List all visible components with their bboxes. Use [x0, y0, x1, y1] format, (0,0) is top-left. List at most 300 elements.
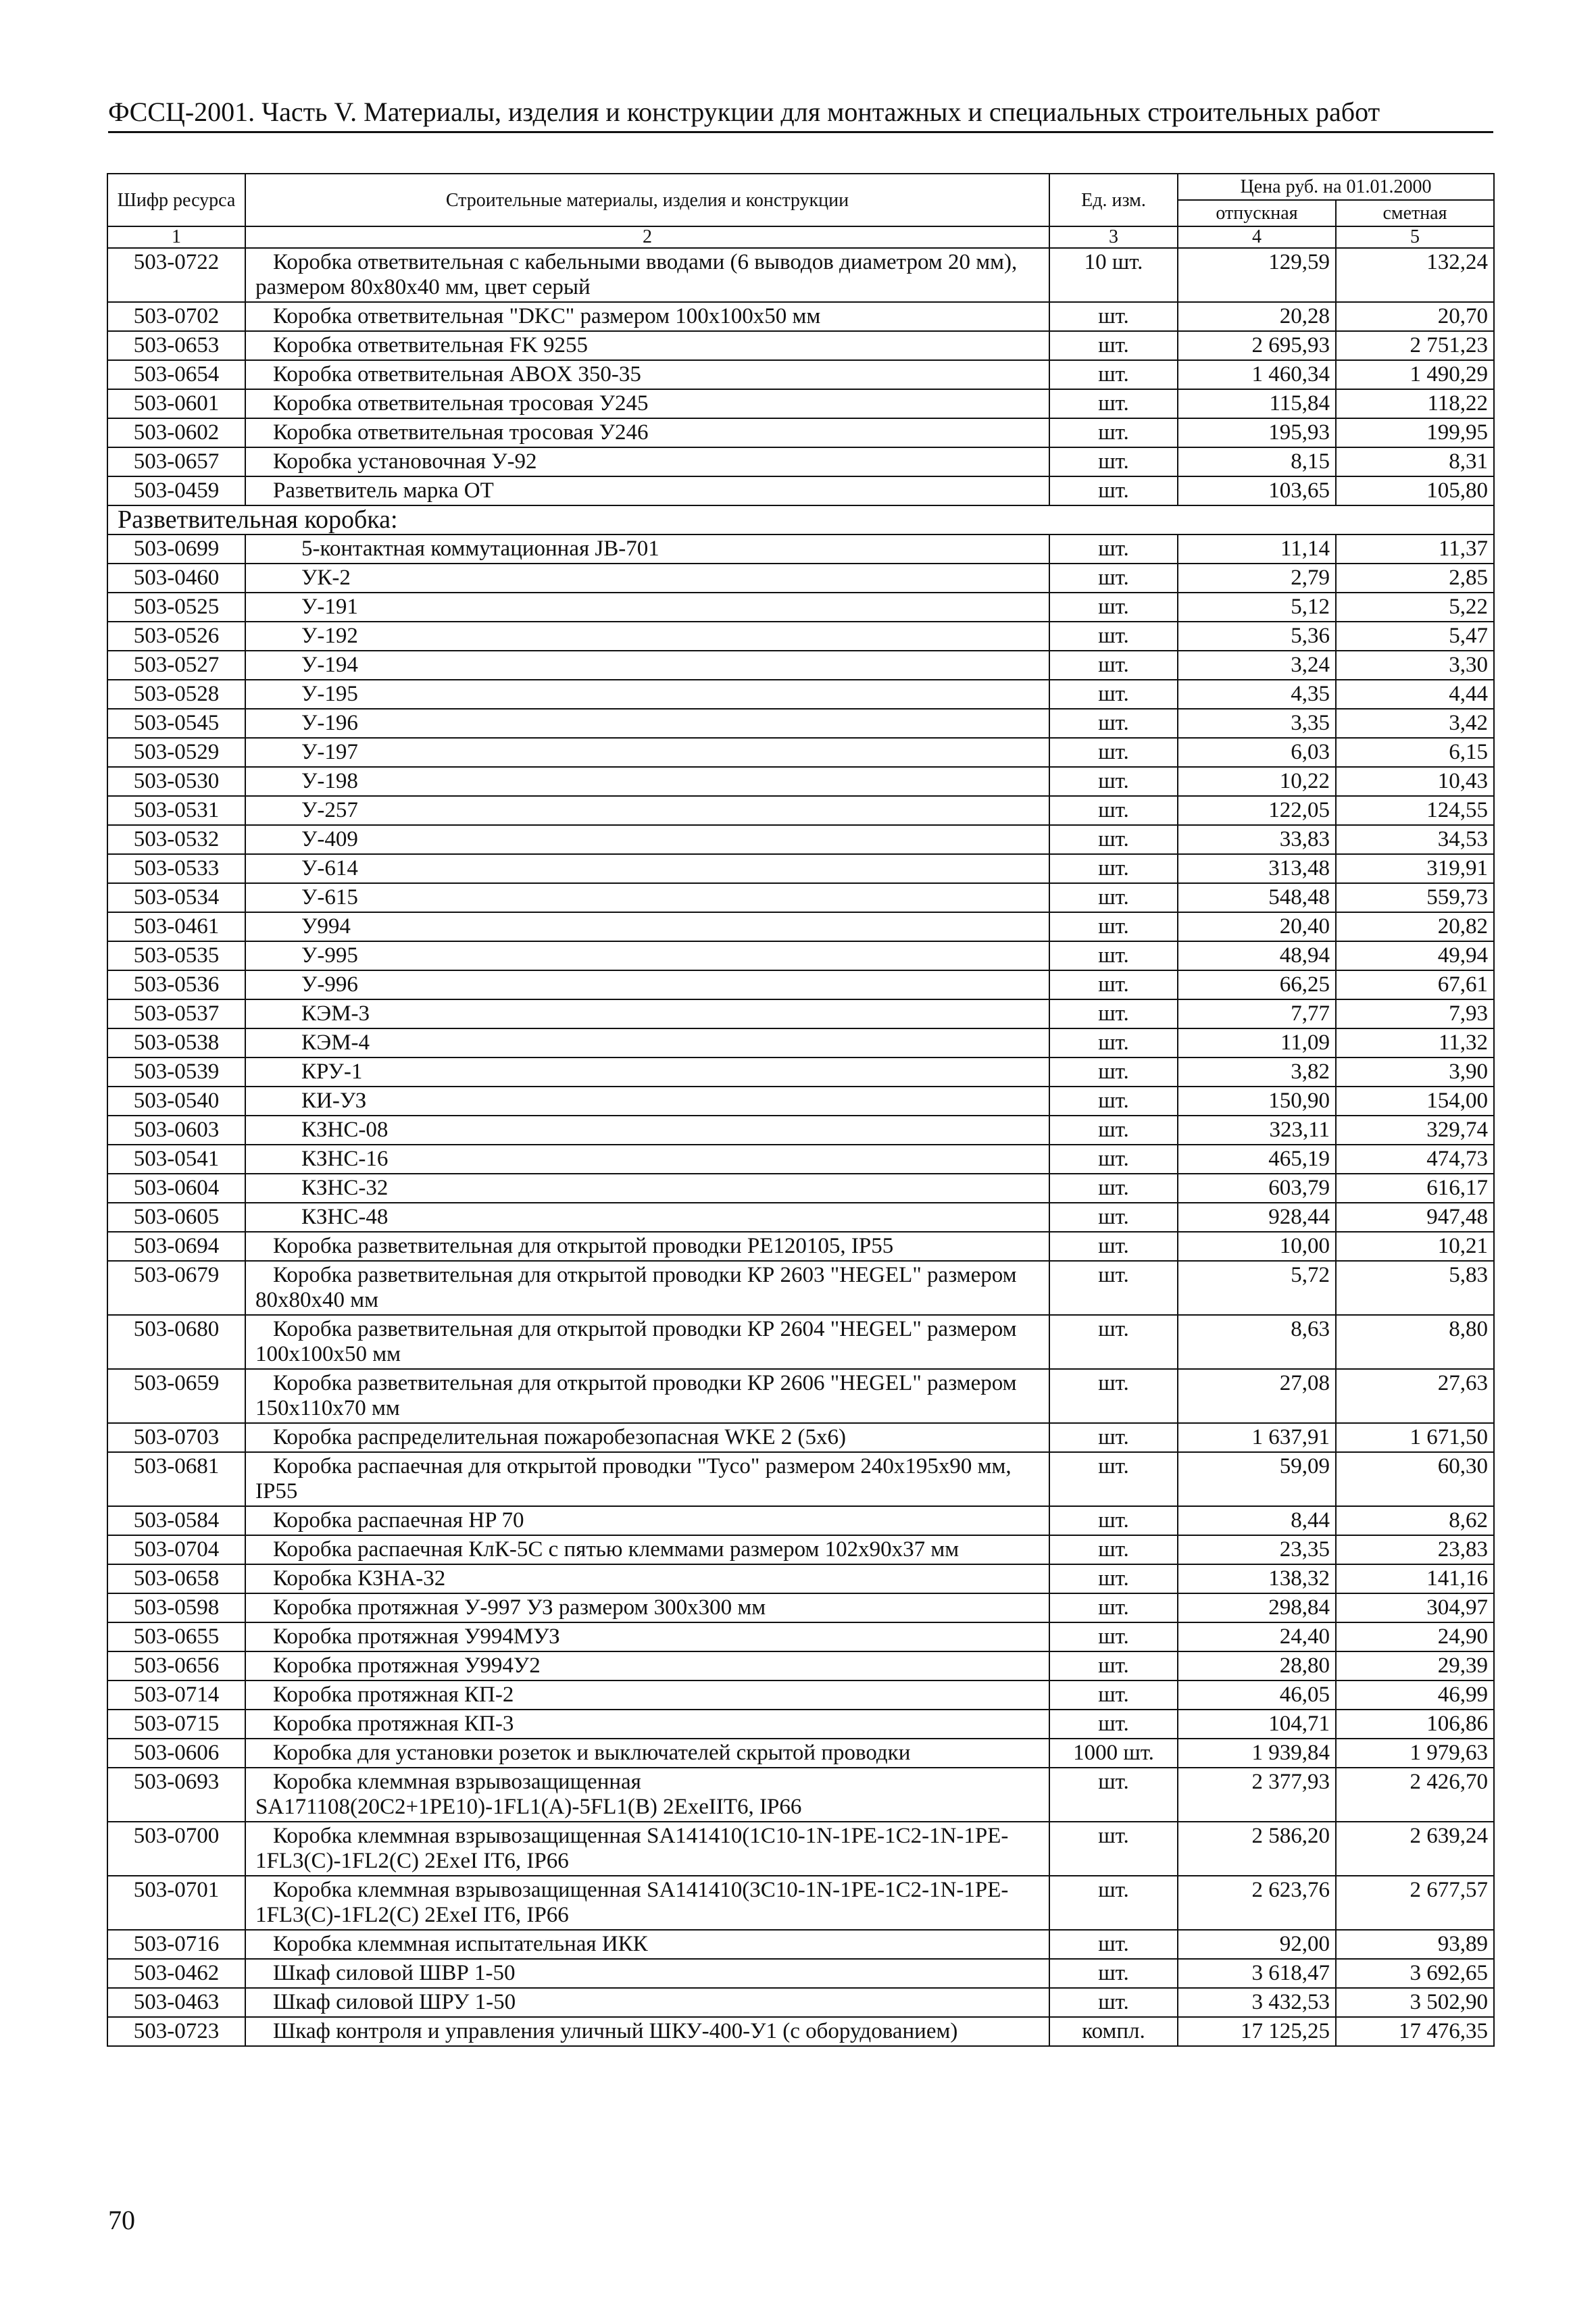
unit: шт. [1049, 912, 1178, 941]
release-price: 23,35 [1178, 1535, 1336, 1564]
release-price: 195,93 [1178, 418, 1336, 447]
release-price: 20,40 [1178, 912, 1336, 941]
unit: шт. [1049, 360, 1178, 389]
table-row [107, 2017, 1494, 2046]
estimate-price: 29,39 [1336, 1651, 1494, 1681]
resource-code: 503-0529 [107, 738, 245, 767]
table-row [107, 1564, 1494, 1593]
table-row [107, 1145, 1494, 1174]
table-row [107, 941, 1494, 970]
item-name: КЭМ-3 [245, 999, 1049, 1028]
resource-code: 503-0533 [107, 854, 245, 883]
unit: шт. [1049, 999, 1178, 1028]
table-row [107, 1768, 1494, 1822]
release-price: 3,35 [1178, 709, 1336, 738]
resource-code: 503-0463 [107, 1988, 245, 2017]
table-row [107, 1930, 1494, 1959]
unit: шт. [1049, 1681, 1178, 1710]
table-row [107, 999, 1494, 1028]
item-name: У-196 [245, 709, 1049, 738]
col-index: 4 [1178, 226, 1336, 248]
item-name: Коробка для установки розеток и выключателей скрытой проводки [245, 1739, 1049, 1768]
estimate-price: 141,16 [1336, 1564, 1494, 1593]
item-name: Коробка ответвительная с кабельными вводами (6 выводов диаметром 20 мм), размером 80x80x40 мм, цвет серый [245, 248, 1049, 302]
group-row [107, 505, 1494, 534]
release-price: 5,72 [1178, 1261, 1336, 1315]
release-price: 8,15 [1178, 447, 1336, 476]
release-price: 4,35 [1178, 680, 1336, 709]
table-row [107, 825, 1494, 854]
estimate-price: 2 426,70 [1336, 1768, 1494, 1822]
unit: 1000 шт. [1049, 1739, 1178, 1768]
release-price: 603,79 [1178, 1174, 1336, 1203]
item-name: Коробка клеммная взрывозащищенная SA171108(20C2+1PE10)-1FL1(A)-5FL1(B) 2ExeIIT6, IP66 [245, 1768, 1049, 1822]
estimate-price: 93,89 [1336, 1930, 1494, 1959]
resource-code: 503-0704 [107, 1535, 245, 1564]
estimate-price: 3,90 [1336, 1057, 1494, 1087]
resource-code: 503-0462 [107, 1959, 245, 1988]
item-name: Шкаф силовой ШВР 1-50 [245, 1959, 1049, 1988]
release-price: 3,82 [1178, 1057, 1336, 1087]
estimate-price: 7,93 [1336, 999, 1494, 1028]
resource-code: 503-0540 [107, 1087, 245, 1116]
unit: шт. [1049, 1145, 1178, 1174]
table-row [107, 1988, 1494, 2017]
estimate-price: 124,55 [1336, 796, 1494, 825]
item-name: У-614 [245, 854, 1049, 883]
unit: шт. [1049, 1593, 1178, 1622]
estimate-price: 34,53 [1336, 825, 1494, 854]
resource-code: 503-0656 [107, 1651, 245, 1681]
table-row [107, 709, 1494, 738]
unit: шт. [1049, 1564, 1178, 1593]
resource-code: 503-0584 [107, 1506, 245, 1535]
release-price: 465,19 [1178, 1145, 1336, 1174]
unit: шт. [1049, 447, 1178, 476]
group-title: Разветвительная коробка: [107, 505, 1494, 534]
resource-code: 503-0541 [107, 1145, 245, 1174]
item-name: Шкаф силовой ШРУ 1-50 [245, 1988, 1049, 2017]
release-price: 548,48 [1178, 883, 1336, 912]
table-row [107, 389, 1494, 418]
release-price: 2,79 [1178, 564, 1336, 593]
unit: шт. [1049, 883, 1178, 912]
release-price: 6,03 [1178, 738, 1336, 767]
resource-code: 503-0526 [107, 622, 245, 651]
item-name: Коробка распределительная пожаробезопасная WKE 2 (5x6) [245, 1423, 1049, 1452]
estimate-price: 67,61 [1336, 970, 1494, 999]
unit: шт. [1049, 1028, 1178, 1057]
estimate-price: 304,97 [1336, 1593, 1494, 1622]
item-name: У-195 [245, 680, 1049, 709]
resource-code: 503-0604 [107, 1174, 245, 1203]
item-name: КРУ-1 [245, 1057, 1049, 1087]
release-price: 11,09 [1178, 1028, 1336, 1057]
resource-code: 503-0531 [107, 796, 245, 825]
item-name: У-996 [245, 970, 1049, 999]
table-row [107, 1651, 1494, 1681]
table-row [107, 854, 1494, 883]
item-name: Коробка КЗНА-32 [245, 1564, 1049, 1593]
table-row [107, 1535, 1494, 1564]
resource-code: 503-0461 [107, 912, 245, 941]
resource-code: 503-0601 [107, 389, 245, 418]
item-name: Коробка распаечная КлК-5С с пятью клеммами размером 102x90x37 мм [245, 1535, 1049, 1564]
resource-code: 503-0703 [107, 1423, 245, 1452]
unit: шт. [1049, 418, 1178, 447]
resource-code: 503-0606 [107, 1739, 245, 1768]
item-name: Коробка разветвительная для открытой проводки КР 2604 "HEGEL" размером 100x100x50 мм [245, 1315, 1049, 1369]
resource-code: 503-0714 [107, 1681, 245, 1710]
unit: шт. [1049, 1116, 1178, 1145]
item-name: У-191 [245, 593, 1049, 622]
table-row [107, 651, 1494, 680]
unit: шт. [1049, 1232, 1178, 1261]
unit: шт. [1049, 1959, 1178, 1988]
item-name: У-198 [245, 767, 1049, 796]
unit: шт. [1049, 1876, 1178, 1930]
unit: шт. [1049, 1315, 1178, 1369]
resource-code: 503-0459 [107, 476, 245, 505]
price-table [107, 173, 1495, 2047]
item-name: Коробка ответвительная тросовая У246 [245, 418, 1049, 447]
resource-code: 503-0603 [107, 1116, 245, 1145]
release-price: 5,36 [1178, 622, 1336, 651]
item-name: Шкаф контроля и управления уличный ШКУ-400-У1 (с оборудованием) [245, 2017, 1049, 2046]
unit: шт. [1049, 1174, 1178, 1203]
estimate-price: 49,94 [1336, 941, 1494, 970]
table-row [107, 1876, 1494, 1930]
unit: шт. [1049, 1203, 1178, 1232]
resource-code: 503-0527 [107, 651, 245, 680]
estimate-price: 11,32 [1336, 1028, 1494, 1057]
release-price: 33,83 [1178, 825, 1336, 854]
table-row [107, 1232, 1494, 1261]
table-row [107, 1959, 1494, 1988]
resource-code: 503-0681 [107, 1452, 245, 1506]
resource-code: 503-0699 [107, 534, 245, 564]
table-body-a [107, 248, 1494, 505]
estimate-price: 5,83 [1336, 1261, 1494, 1315]
item-name: КЭМ-4 [245, 1028, 1049, 1057]
resource-code: 503-0722 [107, 248, 245, 302]
estimate-price: 5,47 [1336, 622, 1494, 651]
col-index: 2 [245, 226, 1049, 248]
release-price: 115,84 [1178, 389, 1336, 418]
release-price: 150,90 [1178, 1087, 1336, 1116]
unit: шт. [1049, 534, 1178, 564]
release-price: 8,44 [1178, 1506, 1336, 1535]
estimate-price: 329,74 [1336, 1116, 1494, 1145]
unit: шт. [1049, 796, 1178, 825]
resource-code: 503-0525 [107, 593, 245, 622]
resource-code: 503-0715 [107, 1710, 245, 1739]
release-price: 103,65 [1178, 476, 1336, 505]
release-price: 48,94 [1178, 941, 1336, 970]
table-row [107, 1087, 1494, 1116]
header-unit: Ед. изм. [1049, 174, 1178, 226]
table-row [107, 622, 1494, 651]
item-name: Коробка распаечная HP 70 [245, 1506, 1049, 1535]
item-name: КЗНС-32 [245, 1174, 1049, 1203]
estimate-price: 17 476,35 [1336, 2017, 1494, 2046]
table-row [107, 564, 1494, 593]
release-price: 10,22 [1178, 767, 1336, 796]
estimate-price: 23,83 [1336, 1535, 1494, 1564]
unit: шт. [1049, 1710, 1178, 1739]
estimate-price: 199,95 [1336, 418, 1494, 447]
release-price: 313,48 [1178, 854, 1336, 883]
unit: шт. [1049, 1369, 1178, 1423]
unit: шт. [1049, 564, 1178, 593]
estimate-price: 46,99 [1336, 1681, 1494, 1710]
resource-code: 503-0658 [107, 1564, 245, 1593]
item-name: Коробка протяжная КП-3 [245, 1710, 1049, 1739]
release-price: 2 586,20 [1178, 1822, 1336, 1876]
release-price: 8,63 [1178, 1315, 1336, 1369]
unit: шт. [1049, 476, 1178, 505]
item-name: У994 [245, 912, 1049, 941]
unit: шт. [1049, 941, 1178, 970]
release-price: 104,71 [1178, 1710, 1336, 1739]
unit: шт. [1049, 593, 1178, 622]
resource-code: 503-0530 [107, 767, 245, 796]
release-price: 92,00 [1178, 1930, 1336, 1959]
resource-code: 503-0659 [107, 1369, 245, 1423]
item-name: Коробка протяжная У994МУЗ [245, 1622, 1049, 1651]
estimate-price: 474,73 [1336, 1145, 1494, 1174]
column-index-row [107, 226, 1494, 248]
release-price: 59,09 [1178, 1452, 1336, 1506]
estimate-price: 1 979,63 [1336, 1739, 1494, 1768]
table-row [107, 1822, 1494, 1876]
table-row [107, 1028, 1494, 1057]
header-release-price: отпускная [1178, 200, 1336, 226]
group-section [107, 505, 1494, 534]
release-price: 27,08 [1178, 1369, 1336, 1423]
resource-code: 503-0535 [107, 941, 245, 970]
unit: шт. [1049, 709, 1178, 738]
unit: шт. [1049, 1768, 1178, 1822]
item-name: 5-контактная коммутационная JB-701 [245, 534, 1049, 564]
page-header: ФССЦ-2001. Часть V. Материалы, изделия и конструкции для монтажных и специальных строительных работ [108, 96, 1493, 133]
estimate-price: 132,24 [1336, 248, 1494, 302]
item-name: Разветвитель марка ОТ [245, 476, 1049, 505]
release-price: 2 695,93 [1178, 331, 1336, 360]
item-name: У-194 [245, 651, 1049, 680]
estimate-price: 20,82 [1336, 912, 1494, 941]
estimate-price: 60,30 [1336, 1452, 1494, 1506]
item-name: Коробка протяжная КП-2 [245, 1681, 1049, 1710]
unit: шт. [1049, 680, 1178, 709]
estimate-price: 2 677,57 [1336, 1876, 1494, 1930]
estimate-price: 8,62 [1336, 1506, 1494, 1535]
release-price: 28,80 [1178, 1651, 1336, 1681]
unit: компл. [1049, 2017, 1178, 2046]
release-price: 3 618,47 [1178, 1959, 1336, 1988]
resource-code: 503-0693 [107, 1768, 245, 1822]
item-name: У-409 [245, 825, 1049, 854]
unit: шт. [1049, 1423, 1178, 1452]
unit: шт. [1049, 1988, 1178, 2017]
estimate-price: 118,22 [1336, 389, 1494, 418]
item-name: Коробка клеммная испытательная ИКК [245, 1930, 1049, 1959]
release-price: 2 377,93 [1178, 1768, 1336, 1822]
unit: шт. [1049, 1930, 1178, 1959]
release-price: 17 125,25 [1178, 2017, 1336, 2046]
resource-code: 503-0545 [107, 709, 245, 738]
resource-code: 503-0657 [107, 447, 245, 476]
item-name: Коробка ответвительная FK 9255 [245, 331, 1049, 360]
release-price: 10,00 [1178, 1232, 1336, 1261]
item-name: Коробка разветвительная для открытой проводки КР 2606 "HEGEL" размером 150x110x70 мм [245, 1369, 1049, 1423]
table-row [107, 447, 1494, 476]
table-row [107, 534, 1494, 564]
release-price: 122,05 [1178, 796, 1336, 825]
item-name: КИ-УЗ [245, 1087, 1049, 1116]
unit: шт. [1049, 825, 1178, 854]
table-row [107, 796, 1494, 825]
unit: шт. [1049, 970, 1178, 999]
unit: шт. [1049, 302, 1178, 331]
table-row [107, 970, 1494, 999]
resource-code: 503-0679 [107, 1261, 245, 1315]
resource-code: 503-0460 [107, 564, 245, 593]
table-row [107, 360, 1494, 389]
resource-code: 503-0538 [107, 1028, 245, 1057]
release-price: 3 432,53 [1178, 1988, 1336, 2017]
header-code: Шифр ресурса [107, 174, 245, 226]
release-price: 1 637,91 [1178, 1423, 1336, 1452]
item-name: Коробка протяжная У-997 УЗ размером 300x300 мм [245, 1593, 1049, 1622]
estimate-price: 10,21 [1336, 1232, 1494, 1261]
unit: шт. [1049, 389, 1178, 418]
release-price: 24,40 [1178, 1622, 1336, 1651]
unit: шт. [1049, 1535, 1178, 1564]
release-price: 7,77 [1178, 999, 1336, 1028]
estimate-price: 10,43 [1336, 767, 1494, 796]
estimate-price: 27,63 [1336, 1369, 1494, 1423]
table-row [107, 1369, 1494, 1423]
table-row [107, 1593, 1494, 1622]
release-price: 66,25 [1178, 970, 1336, 999]
estimate-price: 3,42 [1336, 709, 1494, 738]
unit: шт. [1049, 1506, 1178, 1535]
estimate-price: 4,44 [1336, 680, 1494, 709]
item-name: Коробка ответвительная ABOX 350-35 [245, 360, 1049, 389]
table-row [107, 1710, 1494, 1739]
item-name: У-995 [245, 941, 1049, 970]
estimate-price: 3,30 [1336, 651, 1494, 680]
item-name: У-192 [245, 622, 1049, 651]
release-price: 1 939,84 [1178, 1739, 1336, 1768]
release-price: 928,44 [1178, 1203, 1336, 1232]
unit: шт. [1049, 1822, 1178, 1876]
unit: шт. [1049, 1622, 1178, 1651]
item-name: КЗНС-16 [245, 1145, 1049, 1174]
resource-code: 503-0534 [107, 883, 245, 912]
item-name: Коробка клеммная взрывозащищенная SA141410(1C10-1N-1PE-1C2-1N-1PE-1FL3(C)-1FL2(C) 2ExeI IT6, IP66 [245, 1822, 1049, 1876]
item-name: Коробка ответвительная тросовая У245 [245, 389, 1049, 418]
estimate-price: 947,48 [1336, 1203, 1494, 1232]
item-name: Коробка распаечная для открытой проводки "Tyco" размером 240x195x90 мм, IP55 [245, 1452, 1049, 1506]
resource-code: 503-0528 [107, 680, 245, 709]
release-price: 46,05 [1178, 1681, 1336, 1710]
table-row [107, 1116, 1494, 1145]
table-row [107, 593, 1494, 622]
unit: шт. [1049, 767, 1178, 796]
table-row [107, 1506, 1494, 1535]
estimate-price: 3 692,65 [1336, 1959, 1494, 1988]
unit: шт. [1049, 1261, 1178, 1315]
estimate-price: 2,85 [1336, 564, 1494, 593]
item-name: У-257 [245, 796, 1049, 825]
resource-code: 503-0602 [107, 418, 245, 447]
resource-code: 503-0537 [107, 999, 245, 1028]
unit: шт. [1049, 622, 1178, 651]
item-name: КЗНС-08 [245, 1116, 1049, 1145]
table-row [107, 1423, 1494, 1452]
estimate-price: 8,80 [1336, 1315, 1494, 1369]
estimate-price: 8,31 [1336, 447, 1494, 476]
estimate-price: 3 502,90 [1336, 1988, 1494, 2017]
release-price: 2 623,76 [1178, 1876, 1336, 1930]
table-row [107, 1452, 1494, 1506]
estimate-price: 2 639,24 [1336, 1822, 1494, 1876]
table-header-row [107, 174, 1494, 200]
table-row [107, 680, 1494, 709]
unit: шт. [1049, 331, 1178, 360]
col-index: 5 [1336, 226, 1494, 248]
table-body-b [107, 534, 1494, 2046]
resource-code: 503-0654 [107, 360, 245, 389]
table-row [107, 1057, 1494, 1087]
estimate-price: 20,70 [1336, 302, 1494, 331]
table-row [107, 302, 1494, 331]
unit: шт. [1049, 651, 1178, 680]
release-price: 20,28 [1178, 302, 1336, 331]
resource-code: 503-0532 [107, 825, 245, 854]
unit: шт. [1049, 1057, 1178, 1087]
item-name: Коробка разветвительная для открытой проводки КР 2603 "HEGEL" размером 80x80x40 мм [245, 1261, 1049, 1315]
resource-code: 503-0536 [107, 970, 245, 999]
release-price: 1 460,34 [1178, 360, 1336, 389]
table-row [107, 883, 1494, 912]
estimate-price: 6,15 [1336, 738, 1494, 767]
estimate-price: 5,22 [1336, 593, 1494, 622]
table-row [107, 418, 1494, 447]
release-price: 323,11 [1178, 1116, 1336, 1145]
table-row [107, 1174, 1494, 1203]
estimate-price: 616,17 [1336, 1174, 1494, 1203]
estimate-price: 319,91 [1336, 854, 1494, 883]
table-row [107, 738, 1494, 767]
resource-code: 503-0655 [107, 1622, 245, 1651]
resource-code: 503-0716 [107, 1930, 245, 1959]
release-price: 138,32 [1178, 1564, 1336, 1593]
resource-code: 503-0539 [107, 1057, 245, 1087]
unit: 10 шт. [1049, 248, 1178, 302]
estimate-price: 2 751,23 [1336, 331, 1494, 360]
page-number: 70 [108, 2205, 135, 2235]
table-row [107, 331, 1494, 360]
table-row [107, 248, 1494, 302]
table-row [107, 1315, 1494, 1369]
estimate-price: 559,73 [1336, 883, 1494, 912]
table-row [107, 476, 1494, 505]
header-name: Строительные материалы, изделия и конструкции [245, 174, 1049, 226]
estimate-price: 11,37 [1336, 534, 1494, 564]
